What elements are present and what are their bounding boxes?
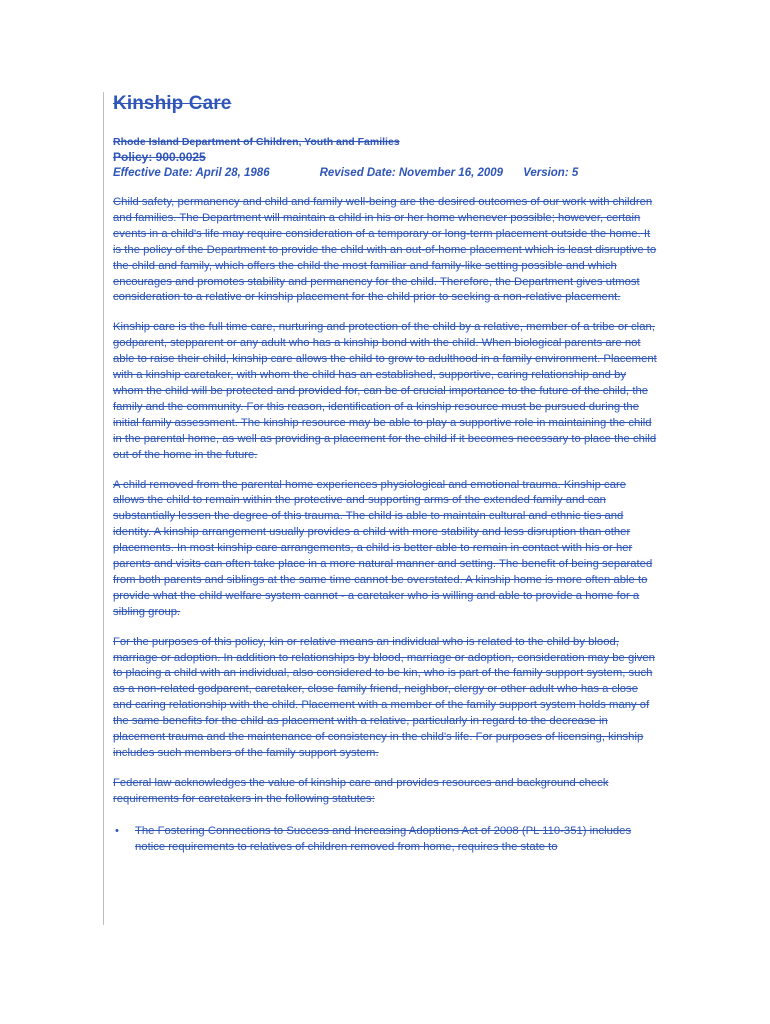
version: Version: 5 <box>523 167 579 179</box>
paragraph-trauma: A child removed from the parental home experiences physiological and emotional trauma. Kinship care allows the child to remain within the protective and supporting arms of the extended family and can substantially lessen the degree of this trauma. The child is able to maintain cultural and ethnic ties and identity. A kinship arrangement usually provides a child with more stability and less disruption than other placements. In most kinship care arrangements, a child is better able to remain in contact with his or her parents and visits can often take place in a more natural manner and setting. The benefit of being separated from both parents and siblings at the same time cannot be overstated. A kinship home is more often able to provide what the child welfare system cannot - a caretaker who is willing and able to provide a home for a sibling group. <box>113 478 653 618</box>
left-margin-rule <box>103 92 104 925</box>
agency-name: Rhode Island Department of Children, Youth and Families <box>113 136 400 148</box>
bullet-icon: • <box>115 824 119 837</box>
statutes-list <box>113 824 658 856</box>
policy-dates-line <box>113 165 658 181</box>
policy-number: Policy: 900.0025 <box>113 150 206 164</box>
list-item <box>115 824 658 856</box>
paragraph-definition: Kinship care is the full time care, nurturing and protection of the child by a relative, member of a tribe or clan, godparent, stepparent or any adult who has a kinship bond with the child. When biological parents are not able to raise their child, kinship care allows the child to grow to adulthood in a family environment. Placement with a kinship caretaker, with whom the child has an established, supportive, caring relationship and by whom the child will be protected and provided for, can be of crucial importance to the future of the child, the family and the community. For this reason, identification of a kinship resource must be pursued during the initial family assessment. The kinship resource may be able to play a supportive role in maintaining the child in the parental home, as well as providing a placement for the child if it becomes necessary to place the child out of the home in the future. <box>113 321 657 461</box>
policy-document <box>113 92 658 856</box>
revised-date: Revised Date: November 16, 2009 <box>319 167 504 179</box>
paragraph-kin-definition: For the purposes of this policy, kin or relative means an individual who is related to the child by blood, marriage or adoption. In addition to relationships by blood, marriage or adoption, consideration may be given to placing a child with an individual, also considered to be kin, who is part of the family support system, such as a non-related godparent, caretaker, close family friend, neighbor, clergy or other adult who has a close and caring relationship with the child. Placement with a member of the family support system holds many of the same benefits for the child as placement with a relative, particularly in regard to the decrease in placement trauma and the maintenance of consistency in the child's life. For purposes of licensing, kinship includes such members of the family support system. <box>113 635 655 759</box>
document-title: Kinship Care <box>113 93 232 114</box>
paragraph-federal-law: Federal law acknowledges the value of kinship care and provides resources and background check requirements for caretakers in the following statutes: <box>113 776 609 805</box>
list-item-text: The Fostering Connections to Success and Increasing Adoptions Act of 2008 (PL 110-351) includes notice requirements to relatives of children removed from home, requires the state to <box>135 824 632 853</box>
effective-date: Effective Date: April 28, 1986 <box>113 167 270 179</box>
paragraph-purpose: Child safety, permanency and child and family well-being are the desired outcomes of our work with children and families. The Department will maintain a child in his or her home whenever possible; however, certain events in a child's life may require consideration of a temporary or long-term placement outside the home. It is the policy of the Department to provide the child with an out-of-home placement which is least disruptive to the child and family, which offers the child the most familiar and family-like setting possible and which encourages and promotes stability and permanency for the child. Therefore, the Department gives utmost consideration to a relative or kinship placement for the child prior to seeking a non-relative placement. <box>113 196 657 304</box>
